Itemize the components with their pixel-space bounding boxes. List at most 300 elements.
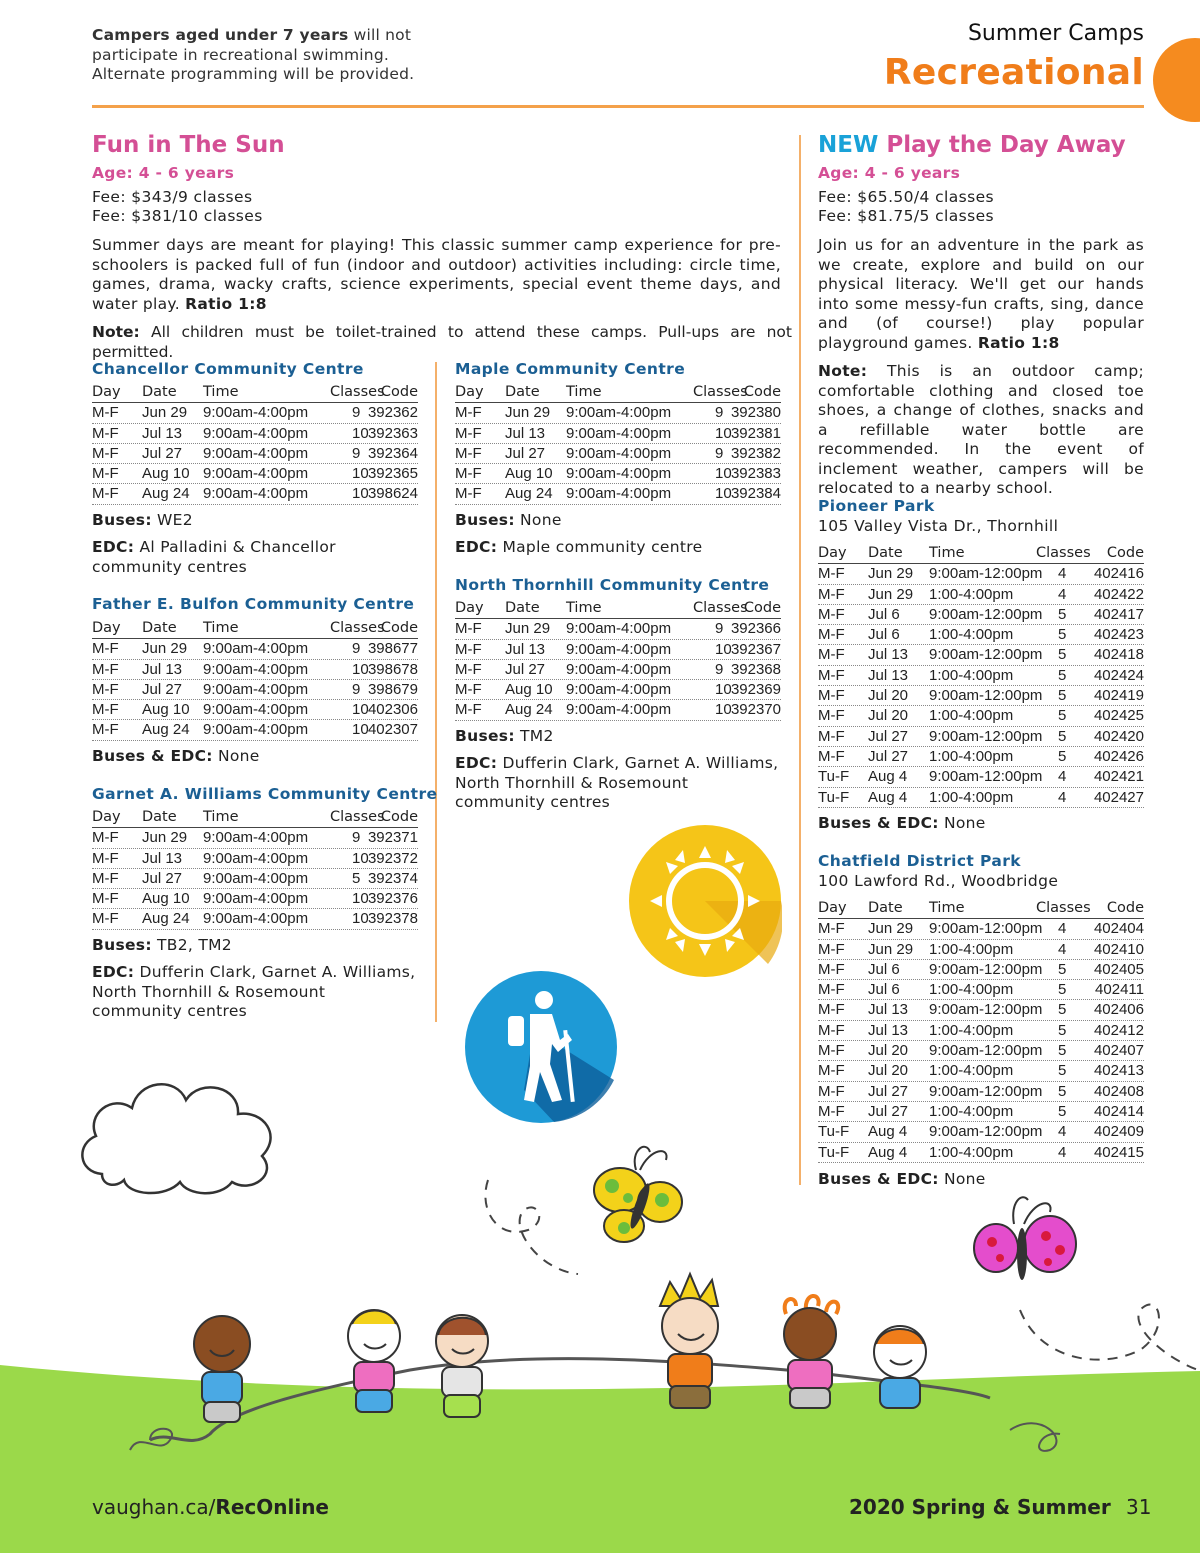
cell-day: M-F	[455, 681, 482, 699]
cell-date: Jun 29	[868, 940, 914, 958]
header-cell-code: Code	[743, 384, 781, 400]
cell-code: 392369	[730, 681, 781, 699]
table-row	[455, 640, 781, 660]
header-cell-classes: Classes	[693, 384, 748, 400]
table-row	[818, 585, 1144, 605]
url-prefix: vaughan.ca/	[92, 1495, 216, 1519]
cell-code: 402427	[1093, 788, 1144, 806]
header-cell-time: Time	[203, 620, 239, 636]
header-cell-day: Day	[92, 384, 121, 400]
header-cell-day: Day	[818, 545, 847, 561]
cell-time: 9:00am-12:00pm	[929, 1082, 1043, 1100]
edc-value: North Thornhill & Rosemount	[455, 773, 689, 792]
cell-code: 402414	[1093, 1102, 1144, 1120]
header-cell-date: Date	[505, 600, 540, 616]
cell-time: 9:00am-4:00pm	[203, 404, 309, 422]
sun-icon	[628, 824, 782, 978]
cell-date: Jul 27	[142, 444, 183, 462]
cell-time: 9:00am-4:00pm	[203, 444, 309, 462]
cell-day: M-F	[818, 687, 845, 705]
buses-info	[455, 727, 554, 747]
cell-time: 9:00am-4:00pm	[566, 620, 672, 638]
cell-time: 9:00am-4:00pm	[566, 640, 672, 658]
cell-date: Aug 4	[868, 788, 908, 806]
cell-time: 1:00-4:00pm	[929, 1062, 1014, 1080]
cell-day: M-F	[92, 680, 119, 698]
cell-date: Jul 6	[868, 960, 900, 978]
table-row	[92, 639, 418, 659]
cell-classes: 5	[1058, 687, 1067, 705]
cell-code: 392365	[367, 465, 418, 483]
cell-time: 1:00-4:00pm	[929, 940, 1014, 958]
table-header-row	[818, 899, 1144, 919]
kid-illustration	[180, 1310, 270, 1440]
program-description	[818, 236, 1144, 353]
table-row	[455, 444, 781, 464]
page-title: Recreational	[883, 52, 1144, 93]
cell-code: 392368	[730, 660, 781, 678]
cell-time: 1:00-4:00pm	[929, 585, 1014, 603]
table-row	[818, 788, 1144, 808]
cell-classes: 9	[715, 660, 724, 678]
cell-classes: 4	[1058, 768, 1067, 786]
program-fee: Fee: $81.75/5 classes	[818, 207, 995, 225]
program-age: Age: 4 - 6 years	[818, 164, 961, 182]
cell-date: Jul 27	[505, 444, 546, 462]
schedule-table	[455, 599, 781, 721]
buses-value: None	[938, 814, 986, 832]
buses-label: Buses:	[92, 936, 152, 954]
cell-classes: 10	[715, 485, 732, 503]
cell-classes: 5	[1058, 626, 1067, 644]
header-cell-day: Day	[455, 600, 484, 616]
cell-code: 402411	[1095, 981, 1144, 999]
location-name-north-thornhill: North Thornhill Community Centre	[455, 576, 770, 594]
cell-time: 9:00am-12:00pm	[929, 565, 1043, 583]
cell-time: 9:00am-4:00pm	[566, 681, 672, 699]
cell-classes: 10	[715, 701, 732, 719]
cell-day: M-F	[818, 1082, 845, 1100]
cell-code: 402407	[1093, 1042, 1144, 1060]
cell-date: Jun 29	[868, 585, 914, 603]
table-row	[455, 700, 781, 720]
cell-classes: 10	[352, 465, 369, 483]
cell-code: 402426	[1093, 747, 1144, 765]
kid-illustration	[646, 1270, 736, 1430]
header-cell-classes: Classes	[1036, 545, 1091, 561]
table-row	[455, 424, 781, 444]
edc-label: EDC:	[92, 963, 135, 981]
cell-day: M-F	[92, 404, 119, 422]
description-text: Summer days are meant for playing! This classic summer camp experience for pre-schoolers is packed full of fun (indoor and outdoor) activities including: circle time, games, drama, wacky crafts, science experiments, special event theme days, and water play.	[92, 236, 781, 313]
cell-day: M-F	[818, 1021, 845, 1039]
cell-day: M-F	[818, 707, 845, 725]
cell-time: 9:00am-4:00pm	[203, 890, 309, 908]
footer-season: 2020 Spring & Summer	[849, 1495, 1111, 1519]
cell-code: 392372	[367, 849, 418, 867]
table-row	[92, 680, 418, 700]
table-row	[818, 980, 1144, 1000]
cell-day: M-F	[92, 869, 119, 887]
table-row	[92, 909, 418, 929]
cell-time: 1:00-4:00pm	[929, 747, 1014, 765]
cell-code: 392383	[730, 465, 781, 483]
cell-day: M-F	[818, 940, 845, 958]
cell-code: 392376	[367, 890, 418, 908]
edc-label: EDC:	[455, 754, 498, 772]
cell-date: Jul 13	[142, 849, 183, 867]
cell-classes: 9	[352, 444, 361, 462]
cell-date: Aug 10	[142, 465, 190, 483]
cell-day: M-F	[92, 890, 119, 908]
header-cell-day: Day	[92, 620, 121, 636]
page-number: 31	[1126, 1495, 1152, 1519]
buses-info	[92, 747, 260, 767]
buses-label: Buses:	[455, 727, 515, 745]
header-cell-date: Date	[868, 545, 903, 561]
cell-date: Aug 10	[505, 681, 553, 699]
cell-day: M-F	[818, 646, 845, 664]
location-address: 105 Valley Vista Dr., Thornhill	[818, 517, 1059, 535]
cell-day: M-F	[455, 485, 482, 503]
cell-classes: 5	[1058, 1082, 1067, 1100]
cell-classes: 9	[352, 680, 361, 698]
table-row	[818, 564, 1144, 584]
cell-time: 9:00am-4:00pm	[566, 424, 672, 442]
cell-classes: 9	[352, 404, 361, 422]
program-note	[92, 323, 792, 362]
header-cell-classes: Classes	[330, 384, 385, 400]
cell-date: Jun 29	[868, 920, 914, 938]
cell-code: 402413	[1093, 1062, 1144, 1080]
cell-date: Jul 13	[868, 666, 909, 684]
cell-day: M-F	[455, 424, 482, 442]
program-age: Age: 4 - 6 years	[92, 164, 235, 182]
table-header-row	[818, 544, 1144, 564]
buses-value: None	[938, 1170, 986, 1188]
cell-time: 9:00am-4:00pm	[203, 701, 309, 719]
cell-code: 398624	[367, 485, 418, 503]
cell-classes: 10	[352, 424, 369, 442]
cell-day: Tu-F	[818, 1143, 850, 1161]
cell-classes: 5	[1058, 666, 1067, 684]
cell-code: 402415	[1093, 1143, 1144, 1161]
cell-date: Jun 29	[142, 640, 188, 658]
table-row	[92, 444, 418, 464]
cell-classes: 5	[1058, 960, 1067, 978]
cell-time: 1:00-4:00pm	[929, 1102, 1014, 1120]
cell-time: 1:00-4:00pm	[929, 707, 1014, 725]
table-row	[818, 605, 1144, 625]
header-cell-day: Day	[818, 900, 847, 916]
cell-time: 9:00am-12:00pm	[929, 960, 1043, 978]
column-divider-left	[435, 362, 437, 1022]
program-description	[92, 236, 781, 314]
website-link[interactable]	[92, 1495, 329, 1519]
cell-day: M-F	[818, 727, 845, 745]
ratio-label: Ratio 1:8	[977, 333, 1060, 352]
cell-code: 402306	[367, 701, 418, 719]
cell-time: 1:00-4:00pm	[929, 788, 1014, 806]
column-divider-right	[799, 135, 801, 1185]
cell-classes: 5	[1058, 605, 1067, 623]
cell-date: Jul 13	[868, 646, 909, 664]
cell-date: Aug 4	[868, 1143, 908, 1161]
table-row	[818, 706, 1144, 726]
cell-classes: 5	[1058, 1001, 1067, 1019]
cell-classes: 5	[1058, 747, 1067, 765]
cell-classes: 4	[1058, 565, 1067, 583]
cell-date: Jun 29	[505, 620, 551, 638]
cell-time: 1:00-4:00pm	[929, 666, 1014, 684]
flight-trail-decoration	[478, 1170, 598, 1280]
cell-time: 9:00am-4:00pm	[203, 829, 309, 847]
cell-code: 392371	[367, 829, 418, 847]
program-fee: Fee: $65.50/4 classes	[818, 188, 995, 206]
cell-date: Jul 20	[868, 687, 909, 705]
table-row	[818, 625, 1144, 645]
header-cell-classes: Classes	[330, 809, 385, 825]
cell-day: M-F	[818, 747, 845, 765]
cell-date: Aug 4	[868, 1123, 908, 1141]
cell-date: Aug 10	[505, 465, 553, 483]
buses-label: Buses & EDC:	[818, 1170, 939, 1188]
buses-info	[455, 511, 562, 531]
cell-classes: 9	[352, 640, 361, 658]
cell-classes: 4	[1058, 585, 1067, 603]
header-note	[92, 26, 452, 85]
cell-date: Jul 13	[868, 1001, 909, 1019]
cell-time: 9:00am-4:00pm	[566, 485, 672, 503]
buses-value: WE2	[151, 511, 193, 529]
cell-date: Aug 10	[142, 890, 190, 908]
cell-time: 9:00am-4:00pm	[203, 680, 309, 698]
cell-code: 392381	[730, 424, 781, 442]
cell-classes: 10	[352, 910, 369, 928]
cell-date: Jul 27	[868, 727, 909, 745]
table-row	[818, 666, 1144, 686]
cell-classes: 5	[1058, 1021, 1067, 1039]
header-cell-code: Code	[380, 620, 418, 636]
cell-code: 398677	[367, 640, 418, 658]
cell-code: 402408	[1093, 1082, 1144, 1100]
header-cell-classes: Classes	[330, 620, 385, 636]
cell-classes: 10	[352, 890, 369, 908]
cell-classes: 5	[352, 869, 361, 887]
header-cell-code: Code	[743, 600, 781, 616]
cell-code: 402409	[1093, 1123, 1144, 1141]
cell-classes: 10	[715, 465, 732, 483]
cell-day: M-F	[92, 829, 119, 847]
cell-code: 402417	[1093, 605, 1144, 623]
cell-classes: 9	[715, 404, 724, 422]
cell-date: Jul 13	[505, 640, 546, 658]
cell-time: 9:00am-4:00pm	[203, 721, 309, 739]
cell-day: M-F	[818, 960, 845, 978]
table-row	[818, 1000, 1144, 1020]
cell-day: M-F	[455, 444, 482, 462]
cell-code: 392382	[730, 444, 781, 462]
cell-classes: 10	[352, 701, 369, 719]
cell-date: Jul 6	[868, 626, 900, 644]
table-row	[818, 645, 1144, 665]
cell-date: Aug 24	[505, 701, 553, 719]
cell-day: M-F	[455, 465, 482, 483]
cell-classes: 4	[1058, 1143, 1067, 1161]
cell-classes: 10	[352, 721, 369, 739]
cell-day: M-F	[92, 485, 119, 503]
cell-classes: 9	[352, 829, 361, 847]
table-row	[818, 1102, 1144, 1122]
buses-info	[92, 511, 193, 531]
cell-classes: 10	[715, 681, 732, 699]
cell-date: Jul 27	[142, 680, 183, 698]
cell-time: 9:00am-12:00pm	[929, 646, 1043, 664]
table-row	[818, 1082, 1144, 1102]
cloud-icon	[72, 1064, 290, 1200]
buses-value: None	[514, 511, 562, 529]
cell-classes: 10	[352, 485, 369, 503]
cell-date: Jul 27	[505, 660, 546, 678]
cell-day: M-F	[818, 1001, 845, 1019]
cell-time: 9:00am-4:00pm	[566, 465, 672, 483]
cell-date: Jun 29	[142, 404, 188, 422]
table-row	[455, 660, 781, 680]
location-name-pioneer: Pioneer Park	[818, 497, 935, 515]
cell-time: 9:00am-12:00pm	[929, 727, 1043, 745]
cell-day: M-F	[818, 626, 845, 644]
edc-info	[455, 754, 778, 813]
cell-time: 9:00am-12:00pm	[929, 1001, 1043, 1019]
cell-date: Jun 29	[142, 829, 188, 847]
buses-value: None	[212, 747, 260, 765]
cell-time: 9:00am-4:00pm	[566, 701, 672, 719]
cell-classes: 5	[1058, 1042, 1067, 1060]
cell-time: 1:00-4:00pm	[929, 626, 1014, 644]
edc-value: community centres	[455, 793, 611, 811]
cell-time: 9:00am-4:00pm	[203, 849, 309, 867]
buses-label: Buses:	[455, 511, 515, 529]
cell-date: Jul 20	[868, 1062, 909, 1080]
cell-code: 402421	[1093, 768, 1144, 786]
cell-day: M-F	[92, 444, 119, 462]
cell-time: 9:00am-12:00pm	[929, 605, 1043, 623]
cell-day: M-F	[818, 1042, 845, 1060]
table-row	[92, 869, 418, 889]
cell-date: Jul 27	[868, 1082, 909, 1100]
cell-code: 402425	[1093, 707, 1144, 725]
cell-code: 402405	[1093, 960, 1144, 978]
header-note-bold: Campers aged under 7 years	[92, 26, 349, 44]
program-fee: Fee: $343/9 classes	[92, 188, 253, 206]
cell-classes: 10	[352, 660, 369, 678]
cell-code: 392363	[367, 424, 418, 442]
edc-value: Dufferin Clark, Garnet A. Williams,	[497, 754, 779, 772]
cell-classes: 10	[352, 849, 369, 867]
cell-classes: 5	[1058, 646, 1067, 664]
cell-code: 398678	[367, 660, 418, 678]
url-bold: RecOnline	[215, 1495, 329, 1519]
cell-date: Aug 24	[142, 910, 190, 928]
cell-day: M-F	[818, 1062, 845, 1080]
cell-code: 392384	[730, 485, 781, 503]
cell-day: M-F	[92, 465, 119, 483]
cell-day: M-F	[455, 660, 482, 678]
table-header-row	[92, 808, 418, 828]
cell-day: M-F	[818, 666, 845, 684]
cell-day: M-F	[92, 424, 119, 442]
cell-day: M-F	[92, 701, 119, 719]
cell-classes: 5	[1058, 981, 1067, 999]
schedule-table	[818, 544, 1144, 808]
edc-label: EDC:	[92, 538, 135, 556]
cell-code: 402422	[1093, 585, 1144, 603]
schedule-table	[818, 899, 1144, 1163]
table-row	[818, 686, 1144, 706]
cell-day: Tu-F	[818, 788, 850, 806]
cell-date: Jul 13	[868, 1021, 909, 1039]
hiker-icon	[464, 970, 618, 1124]
cell-date: Jul 20	[868, 1042, 909, 1060]
cell-code: 402418	[1093, 646, 1144, 664]
cell-classes: 9	[715, 620, 724, 638]
edc-value: community centres	[92, 557, 248, 576]
cell-day: M-F	[818, 565, 845, 583]
cell-day: M-F	[92, 640, 119, 658]
header-cell-date: Date	[142, 620, 177, 636]
header-cell-date: Date	[142, 809, 177, 825]
cell-code: 392367	[730, 640, 781, 658]
program-title-play-the-day-away	[818, 132, 1126, 158]
butterfly-icon	[970, 1184, 1082, 1296]
cell-time: 9:00am-4:00pm	[566, 444, 672, 462]
table-row	[818, 747, 1144, 767]
cell-time: 9:00am-4:00pm	[203, 640, 309, 658]
edc-label: EDC:	[455, 538, 498, 556]
header-cell-classes: Classes	[1036, 900, 1091, 916]
cell-time: 1:00-4:00pm	[929, 981, 1014, 999]
new-badge: NEW	[818, 132, 879, 158]
cell-day: M-F	[92, 660, 119, 678]
table-row	[92, 403, 418, 423]
table-row	[92, 660, 418, 680]
table-header-row	[92, 619, 418, 639]
cell-code: 402410	[1093, 940, 1144, 958]
table-header-row	[455, 599, 781, 619]
table-header-row	[455, 383, 781, 403]
table-row	[92, 889, 418, 909]
cell-classes: 5	[1058, 707, 1067, 725]
cell-day: M-F	[455, 404, 482, 422]
cell-date: Jun 29	[505, 404, 551, 422]
cell-date: Aug 24	[505, 485, 553, 503]
cell-date: Jul 13	[505, 424, 546, 442]
cell-classes: 10	[715, 640, 732, 658]
cell-time: 9:00am-4:00pm	[203, 485, 309, 503]
location-name-chatfield: Chatfield District Park	[818, 852, 1021, 870]
description-text: Join us for an adventure in the park as we create, explore and build on our physical literacy. We'll get our hands into some messy-fun crafts, sing, dance and (of course!) play popular playground games.	[818, 236, 1144, 352]
location-name-chancellor: Chancellor Community Centre	[92, 360, 364, 378]
program-note	[818, 362, 1144, 499]
table-row	[92, 700, 418, 720]
header-cell-date: Date	[505, 384, 540, 400]
table-row	[455, 484, 781, 504]
cell-day: M-F	[818, 605, 845, 623]
cell-date: Jul 27	[868, 747, 909, 765]
cell-date: Jul 13	[142, 660, 183, 678]
note-label: Note:	[92, 323, 140, 341]
cell-time: 9:00am-4:00pm	[203, 424, 309, 442]
